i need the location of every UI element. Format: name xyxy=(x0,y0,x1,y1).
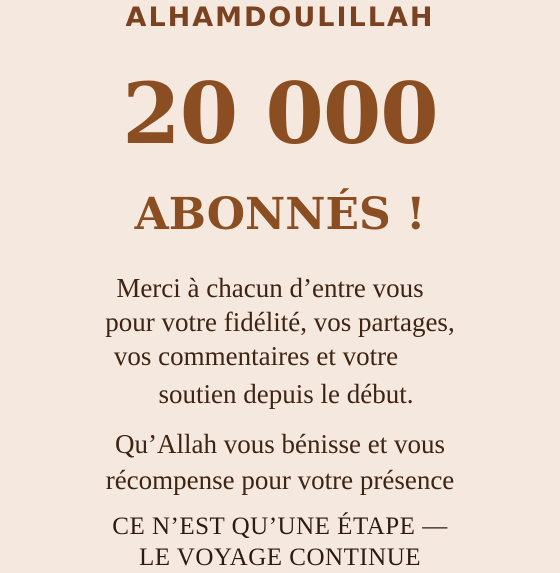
thanks-line-2: pour votre fidélité, vos partages, xyxy=(105,307,455,337)
closing-line-1: CE N’EST QU’UNE ÉTAPE — xyxy=(112,513,448,540)
prayer-line-1: Qu’Allah vous bénisse et vous xyxy=(115,429,445,459)
thanks-line-1: Merci à chacun d’entre vous xyxy=(116,273,424,303)
subscriber-label: ABONNÉS ! xyxy=(134,189,426,240)
prayer-line-2: récompense pour votre présence xyxy=(105,465,455,495)
closing-line-2: LE VOYAGE CONTINUE xyxy=(138,544,422,571)
kicker-title: ALHAMDOULILLAH xyxy=(125,2,435,33)
subscriber-count: 20 000 xyxy=(122,64,438,163)
thanks-line-4: soutien depuis le début. xyxy=(158,379,414,409)
thanks-line-3: vos commentaires et votre xyxy=(113,341,399,371)
